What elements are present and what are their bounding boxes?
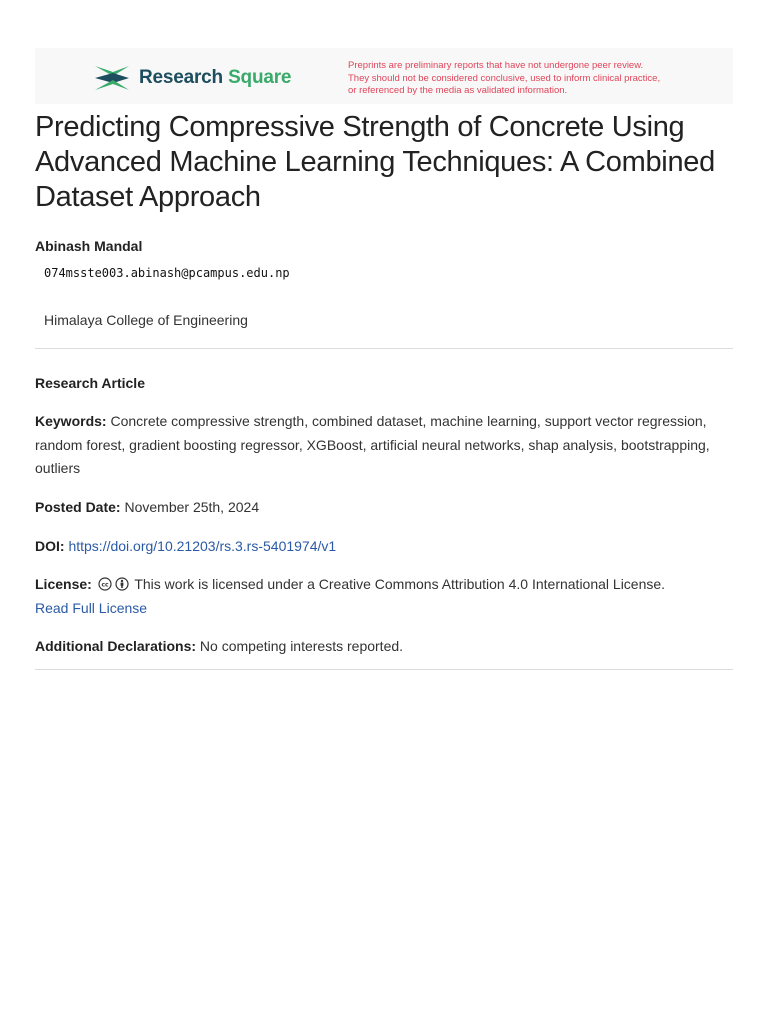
paper-title: Predicting Compressive Strength of Concrete Using Advanced Machine Learning Techniques: A Combined Dataset Approach: [35, 111, 715, 213]
declarations-value: No competing interests reported.: [199, 638, 404, 654]
doi-label: DOI:: [35, 538, 65, 554]
doi-link[interactable]: https://doi.org/10.21203/rs.3.rs-5401974/v1: [68, 538, 337, 554]
posted-date-value: November 25th, 2024: [124, 499, 260, 515]
author-email[interactable]: 074msste003.abinash@pcampus.edu.np: [44, 266, 290, 280]
disclaimer-line: Preprints are preliminary reports that have not undergone peer review.: [348, 60, 644, 71]
read-full-license-link[interactable]: Read Full License: [35, 599, 148, 616]
disclaimer-line: or referenced by the media as validated information.: [348, 85, 568, 96]
divider: [35, 348, 733, 349]
article-type: [35, 372, 715, 396]
research-square-logo-icon: [93, 63, 131, 93]
disclaimer-line: They should not be considered conclusive, used to inform clinical practice,: [348, 72, 661, 84]
author-name: Abinash Mandal: [35, 238, 143, 254]
license-label: License:: [35, 576, 92, 592]
research-square-logo[interactable]: [93, 63, 291, 93]
svg-text:cc: cc: [101, 581, 109, 589]
declarations-section: [35, 635, 715, 659]
declarations-label: Additional Declarations:: [35, 638, 197, 654]
cc-icon: [98, 577, 112, 591]
author-affiliation: Himalaya College of Engineering: [44, 312, 248, 328]
doi-section: [35, 535, 715, 559]
by-attribution-icon: [115, 577, 129, 591]
divider: [35, 669, 733, 670]
license-section: [35, 573, 725, 620]
keywords-label: Keywords:: [35, 413, 107, 429]
keywords-value: Concrete compressive strength, combined dataset, machine learning, support vector regression, random forest, gradient boosting regressor, XGBoost, artificial neural networks, shap analysis, bootstrapping, outliers: [35, 413, 710, 476]
posted-date-section: [35, 496, 715, 520]
logo-wordmark: Research Square: [139, 67, 292, 88]
preprint-disclaimer: [348, 60, 728, 98]
keywords-section: [35, 410, 715, 481]
article-type-label: Research Article: [35, 375, 145, 391]
license-text: This work is licensed under a Creative Commons Attribution 4.0 International License.: [134, 576, 666, 592]
preprint-banner: [35, 48, 733, 104]
posted-date-label: Posted Date:: [35, 499, 121, 515]
